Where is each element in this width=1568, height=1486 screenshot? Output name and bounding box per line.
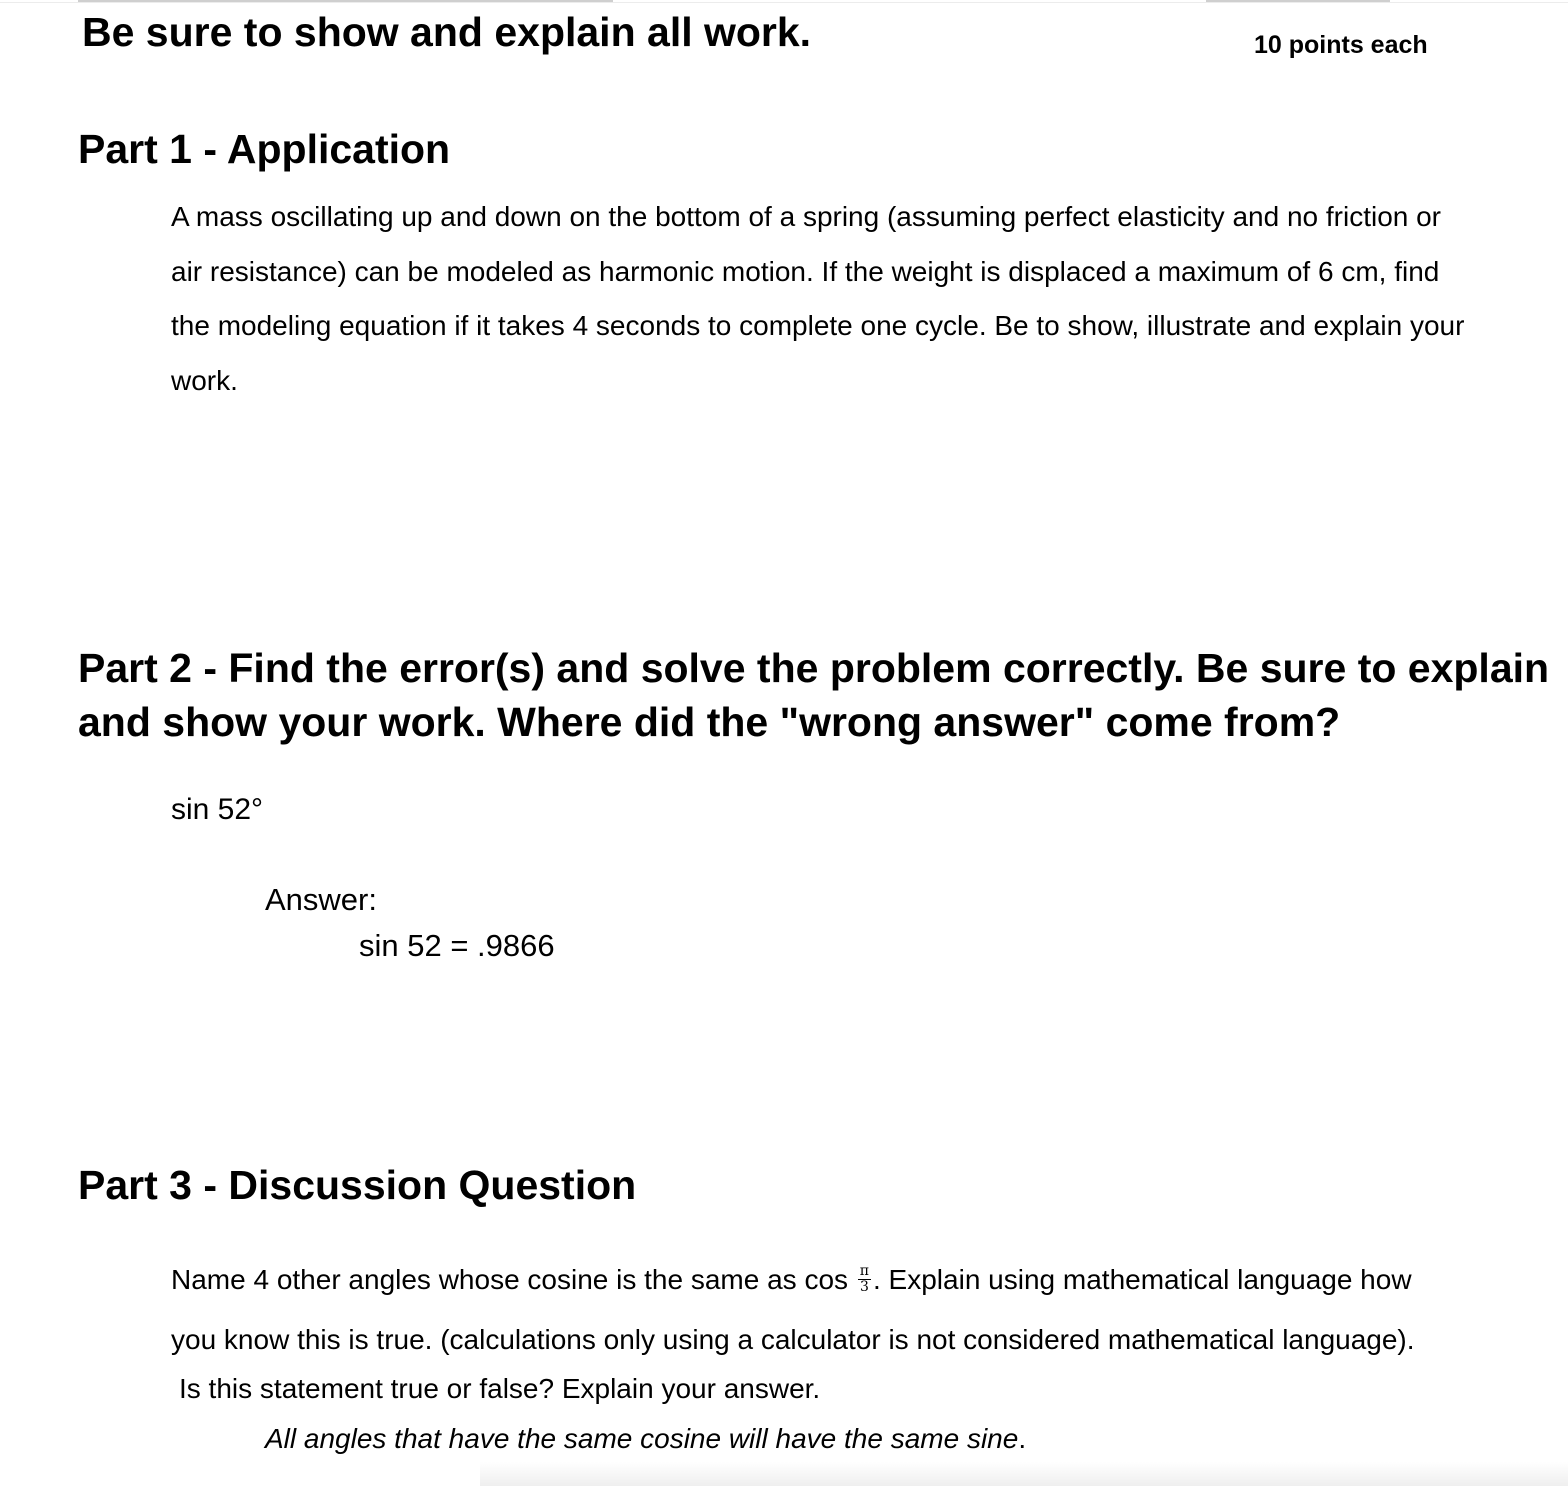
part-2-problem: sin 52° bbox=[171, 793, 264, 826]
part-3-title: Part 3 - Discussion Question bbox=[78, 1162, 637, 1208]
part-1-body: A mass oscillating up and down on the bottom of a spring (assuming perfect elasticity and no friction or air resistance) can be modeled as harmonic motion. If the weight is displaced a maximum of 6 cm, find the modeling equation if it takes 4 seconds to complete one cycle. Be to show, illustrate and explain your work. bbox=[171, 201, 1465, 396]
part-2-title: Part 2 - Find the error(s) and solve the problem correctly. Be sure to explain and show your work. Where did the "wrong answer" come from? bbox=[78, 645, 1550, 745]
top-rule-right bbox=[1206, 0, 1390, 2]
top-rule-left bbox=[78, 0, 613, 2]
part-3-quote bbox=[265, 1419, 1026, 1459]
page-bottom-shadow bbox=[480, 1462, 1568, 1486]
part-3-line-1-start: Name 4 other angles whose cosine is the same as cos bbox=[171, 1264, 856, 1295]
top-border bbox=[0, 2, 1568, 3]
points-label: 10 points each bbox=[1254, 31, 1428, 59]
main-instruction: Be sure to show and explain all work. bbox=[82, 9, 812, 55]
pi-over-three-fraction bbox=[858, 1264, 871, 1295]
quote-period: . bbox=[1018, 1423, 1027, 1454]
quote-statement: All angles that have the same cosine will have the same sine bbox=[265, 1423, 1019, 1454]
part-3-line-3: Is this statement true or false? Explain your answer. bbox=[179, 1373, 821, 1404]
part-1-title: Part 1 - Application bbox=[78, 126, 451, 172]
part-3-line-2: you know this is true. (calculations only using a calculator is not considered mathematical language). bbox=[171, 1324, 1415, 1355]
fraction-denominator: 3 bbox=[859, 1279, 869, 1296]
answer-line: sin 52 = .9866 bbox=[359, 928, 555, 963]
part-3-line-1 bbox=[171, 1260, 1412, 1300]
answer-label: Answer: bbox=[265, 882, 377, 917]
part-3-line-1-end: . Explain using mathematical language how bbox=[873, 1264, 1412, 1295]
fraction-numerator: π bbox=[859, 1263, 869, 1280]
